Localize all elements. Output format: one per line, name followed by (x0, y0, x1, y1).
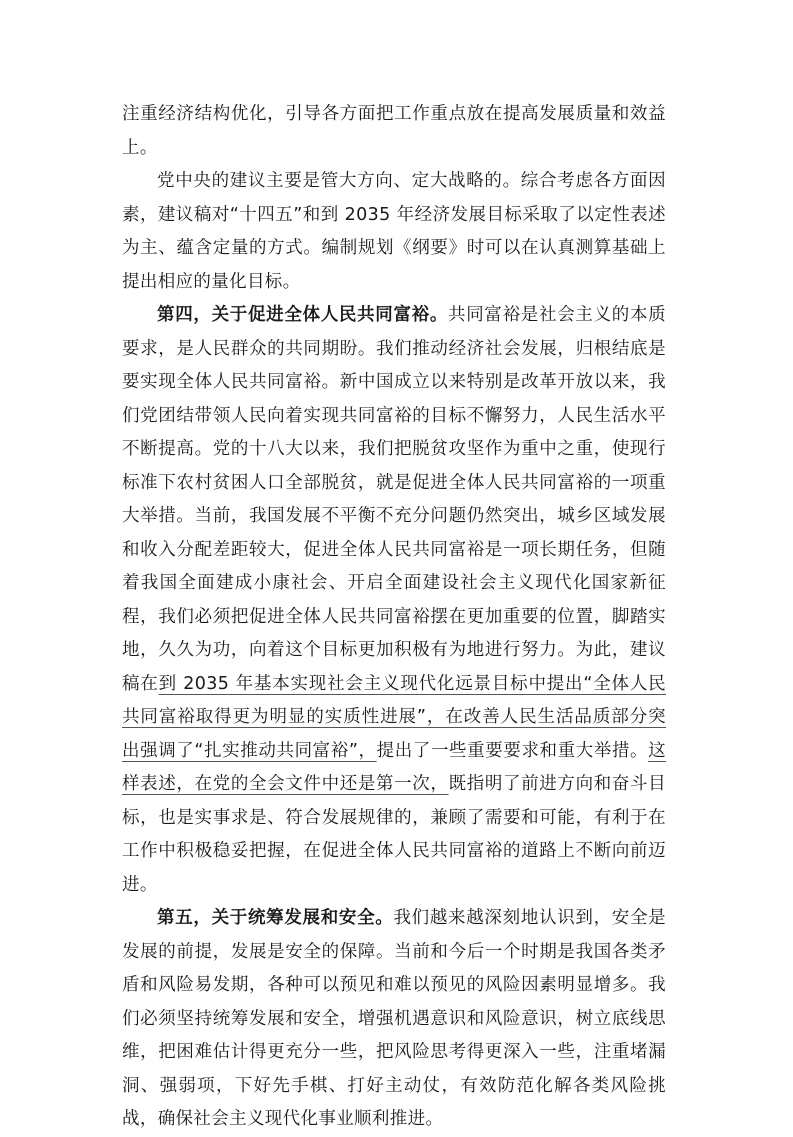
paragraph-3-text-after: 提出了一些重要要求和重大举措。 (376, 740, 649, 761)
paragraph-4-development-security (122, 902, 666, 1137)
paragraph-3-text-end: 既指明了前进方向和奋斗目标，也是实事求是、符合发展规律的，兼顾了需要和可能，有利于在工作中积极稳妥把握，在促进全体人民共同富裕的道路上不断向前迈进。 (122, 774, 666, 895)
paragraph-3-text-before: 共同富裕是社会主义的本质要求，是人民群众的共同期盼。我们推动经济社会发展，归根结底是要实现全体人民共同富裕。新中国成立以来特别是改革开放以来，我们党团结带领人民向着实现共同富裕的目标不懈努力，人民生活水平不断提高。党的十八大以来，我们把脱贫攻坚作为重中之重，使现行标准下农村贫困人口全部脱贫，就是促进全体人民共同富裕的一项重大举措。当前，我国发展不平衡不充分问题仍然突出，城乡区域发展和收入分配差距较大，促进全体人民共同富裕是一项长期任务，但随着我国全面建成小康社会、开启全面建设社会主义现代化国家新征程，我们必须把促进全体人民共同富裕摆在更加重要的位置，脚踏实地，久久为功，向着这个目标更加积极有为地进行努力。为此，建议稿在 (122, 305, 666, 694)
paragraph-3-underlined-text-2: 这样表述，在党的全会文件中还是第一次， (122, 740, 666, 794)
paragraph-3-underlined-text: 到 2035 年基本实现社会主义现代化远景目标中提出“全体人民共同富裕取得更为明显的实质性进展”，在改善人民生活品质部分突出强调了“扎实推动共同富裕”， (122, 673, 666, 761)
document-page (122, 98, 666, 1137)
paragraph-1-text: 注重经济结构优化，引导各方面把工作重点放在提高发展质量和效益上。 (122, 104, 666, 158)
paragraph-4-text: 我们越来越深刻地认识到，安全是发展的前提，发展是安全的保障。当前和今后一个时期是我国各类矛盾和风险易发期，各种可以预见和难以预见的风险因素明显增多。我们必须坚持统筹发展和安全，增强机遇意识和风险意识，树立底线思维，把困难估计得更充分一些，把风险思考得更深入一些，注重堵漏洞、强弱项，下好先手棋、打好主动仗，有效防范化解各类风险挑战，确保社会主义现代化事业顺利推进。 (122, 908, 666, 1129)
paragraph-3-common-prosperity (122, 299, 666, 902)
paragraph-4-lead-heading: 第五，关于统筹发展和安全。 (157, 908, 394, 928)
paragraph-2-text: 党中央的建议主要是管大方向、定大战略的。综合考虑各方面因素，建议稿对“十四五”和到 2035 年经济发展目标采取了以定性表述为主、蕴含定量的方式。编制规划《纲要》时可以在认真测算基础上提出相应的量化目标。 (122, 171, 666, 292)
paragraph-2 (122, 165, 666, 299)
paragraph-1 (122, 98, 666, 165)
paragraph-3-lead-heading: 第四，关于促进全体人民共同富裕。 (157, 305, 449, 325)
